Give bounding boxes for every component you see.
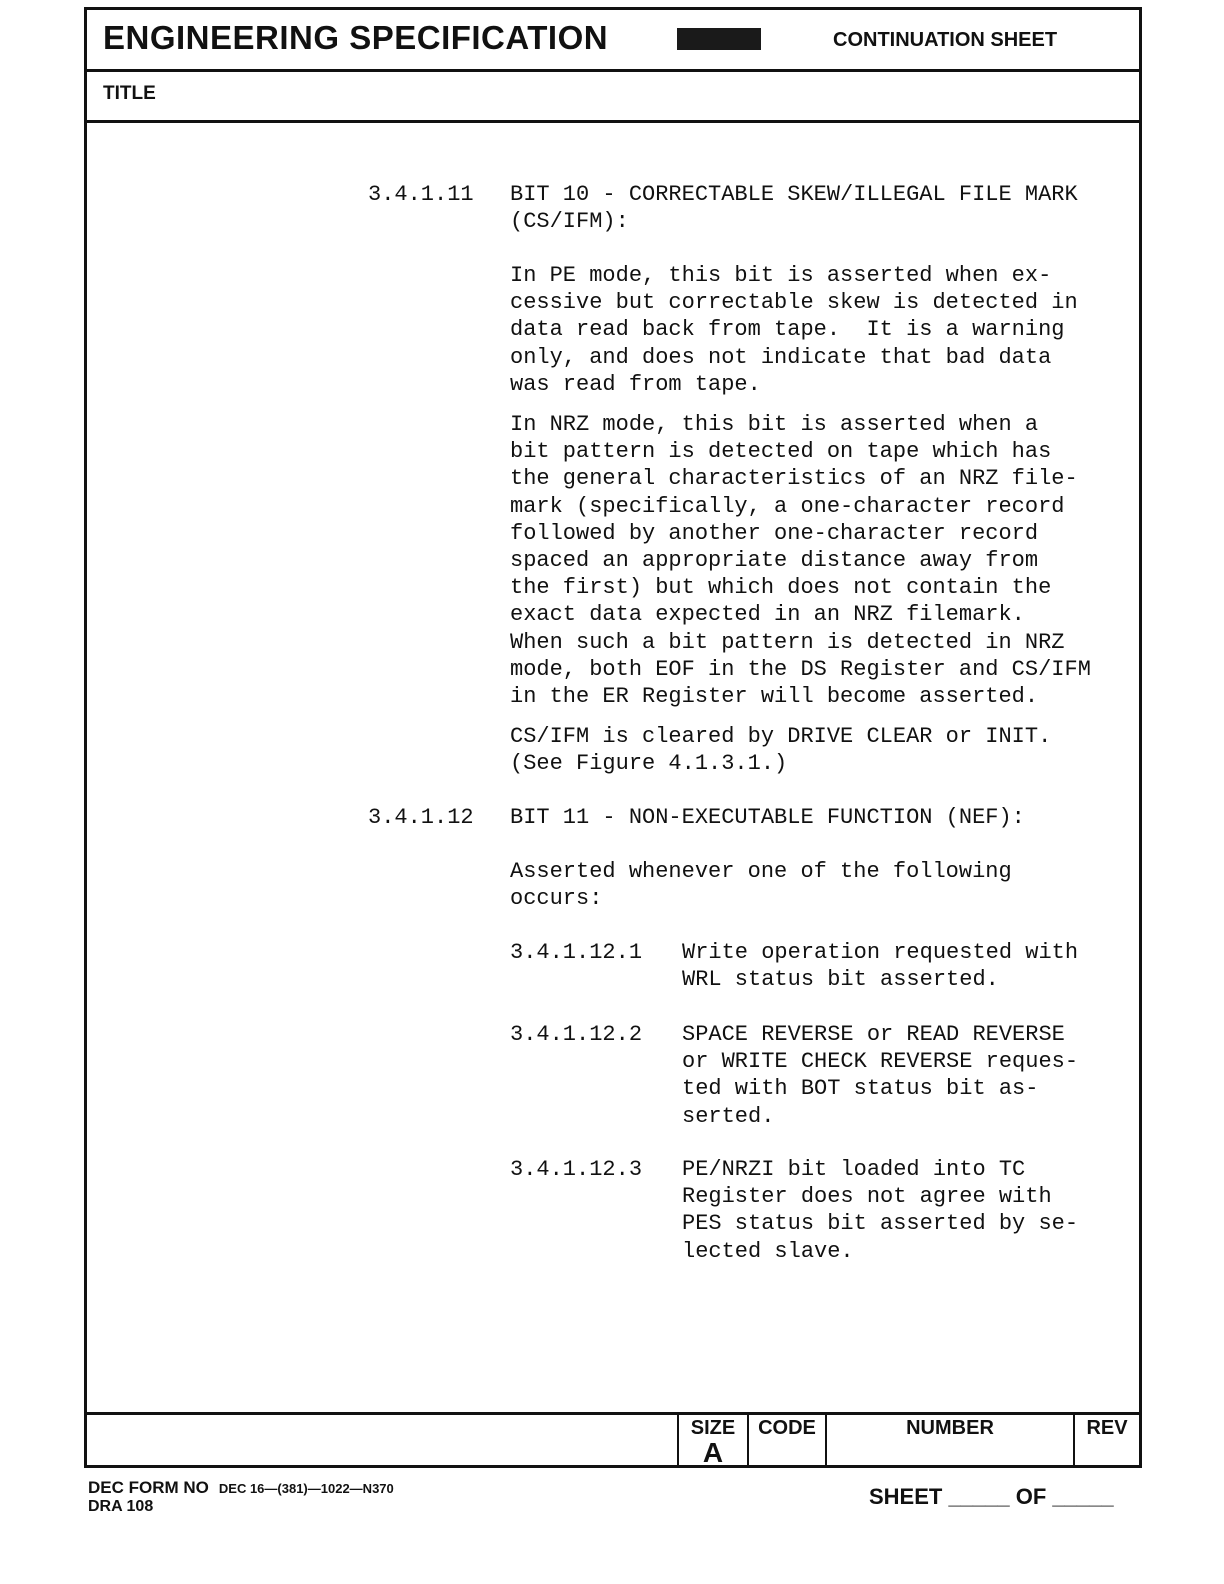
- continuation-sheet-label: CONTINUATION SHEET: [833, 29, 1058, 51]
- form-code: DEC 16—(381)—1022—N370: [218, 1481, 394, 1496]
- footer-row: [87, 1412, 1139, 1468]
- code-label: CODE: [758, 1417, 816, 1439]
- rev-cell: [1073, 1415, 1139, 1465]
- subitem-text: Write operation requested with WRL status bit asserted.: [682, 940, 1079, 993]
- number-label: NUMBER: [906, 1417, 994, 1439]
- dra-label: DRA 108: [88, 1498, 154, 1515]
- subitem-text: PE/NRZI bit loaded into TC Register does not agree with PES status bit asserted by se- lected slave.: [682, 1157, 1079, 1264]
- redacted-mark: [677, 28, 761, 50]
- title-label: TITLE: [103, 83, 156, 104]
- number-cell: [825, 1415, 1073, 1465]
- section-number: 3.4.1.11: [368, 182, 474, 207]
- size-value: A: [702, 1437, 724, 1468]
- code-cell: [747, 1415, 825, 1465]
- form-number-block: [88, 1478, 394, 1516]
- rev-label: REV: [1086, 1417, 1128, 1439]
- paragraph: Asserted whenever one of the following occurs:: [510, 859, 1012, 912]
- paragraph: CS/IFM is cleared by DRIVE CLEAR or INIT. (See Figure 4.1.3.1.): [510, 724, 1052, 777]
- section-heading: BIT 11 - NON-EXECUTABLE FUNCTION (NEF):: [510, 805, 1025, 830]
- section-number: 3.4.1.12: [368, 805, 474, 830]
- subitem-number: 3.4.1.12.1: [510, 940, 643, 965]
- section-heading: BIT 10 - CORRECTABLE SKEW/ILLEGAL FILE MARK (CS/IFM):: [510, 182, 1078, 235]
- subitem-text: SPACE REVERSE or READ REVERSE or WRITE CHECK REVERSE reques- ted with BOT status bit as- serted.: [682, 1022, 1079, 1129]
- size-cell: [677, 1415, 747, 1468]
- subitem-number: 3.4.1.12.3: [510, 1157, 643, 1182]
- paragraph: In NRZ mode, this bit is asserted when a bit pattern is detected on tape which has the general characteristics of an NRZ file- mark (specifically, a one-character record followed by another one-character record spaced an appropriate distance away from the first) but which does not contain the exact data expected in an NRZ filemark. When such a bit pattern is detected in NRZ mode, both EOF in the DS Register and CS/IFM in the ER Register will become asserted.: [510, 412, 1091, 710]
- form-no-label: DEC FORM NO: [88, 1478, 209, 1497]
- size-label: SIZE: [690, 1417, 736, 1439]
- form-title: ENGINEERING SPECIFICATION: [103, 19, 609, 56]
- title-row: [87, 69, 1139, 123]
- paragraph: In PE mode, this bit is asserted when ex- cessive but correctable skew is detected in data read back from tape. It is a warning only, and does not indicate that bad data was read from tape.: [510, 263, 1078, 397]
- subitem-number: 3.4.1.12.2: [510, 1022, 643, 1047]
- sheet-of-line: SHEET _____ OF _____: [869, 1484, 1114, 1509]
- header-row: [87, 10, 1139, 72]
